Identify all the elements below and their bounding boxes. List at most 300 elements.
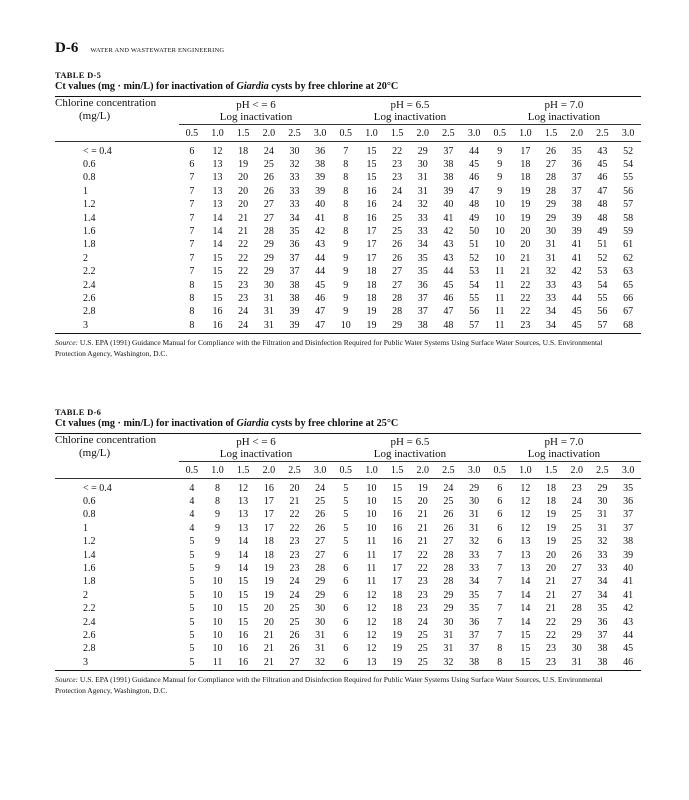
ct-value-cell: 6 xyxy=(343,616,349,628)
ct-value-cell: 38 xyxy=(410,319,436,334)
ct-value-cell: 21 xyxy=(417,536,428,548)
ct-value-cell: 25 xyxy=(392,225,403,237)
log-level-header: 3.0 xyxy=(615,461,641,478)
ct-value-cell: 10 xyxy=(212,616,223,628)
table-row xyxy=(55,642,641,655)
page-number: D-6 xyxy=(55,40,79,56)
ct-value-cell: 14 xyxy=(520,603,531,615)
ct-value-cell: 27 xyxy=(392,279,403,291)
ct-value-cell: 28 xyxy=(443,549,454,561)
ct-value-cell: 61 xyxy=(623,239,634,251)
ct-value-cell: 44 xyxy=(571,292,582,304)
ct-value-cell: 22 xyxy=(417,562,428,574)
ct-value-cell: 67 xyxy=(623,306,634,318)
ct-value-cell: 7 xyxy=(189,185,195,197)
ct-value-cell: 41 xyxy=(571,239,582,251)
ct-value-cell: 4 xyxy=(189,522,195,534)
ct-value-cell: 33 xyxy=(546,292,557,304)
ct-value-cell: 6 xyxy=(189,158,195,170)
ct-value-cell: 34 xyxy=(289,212,300,224)
ct-value-cell: 57 xyxy=(461,319,487,334)
ct-value-cell: 19 xyxy=(238,158,249,170)
ct-value-cell: 21 xyxy=(263,629,274,641)
ct-value-cell: 19 xyxy=(263,589,274,601)
ct-value-cell: 25 xyxy=(417,643,428,655)
ct-value-cell: 23 xyxy=(417,589,428,601)
ct-value-cell: 18 xyxy=(263,536,274,548)
ct-value-cell: 23 xyxy=(417,603,428,615)
ct-value-cell: 8 xyxy=(497,643,503,655)
table-row xyxy=(55,535,641,548)
ct-value-cell: 20 xyxy=(263,603,274,615)
ct-value-cell: 19 xyxy=(384,656,410,671)
table-row xyxy=(55,279,641,292)
log-level-header: 3.0 xyxy=(615,124,641,141)
log-level-header: 2.0 xyxy=(564,461,590,478)
ct-value-cell: 10 xyxy=(212,589,223,601)
ct-value-cell: 31 xyxy=(597,522,608,534)
ct-value-cell: 7 xyxy=(497,629,503,641)
ct-value-cell: 9 xyxy=(215,562,221,574)
ct-value-cell: 7 xyxy=(497,576,503,588)
ct-value-cell: 19 xyxy=(417,482,428,494)
table-d6-section xyxy=(55,407,641,696)
ct-value-cell: 27 xyxy=(571,562,582,574)
log-inactivation-header: Log inactivation xyxy=(487,448,641,461)
ct-value-cell: 18 xyxy=(366,279,377,291)
ct-value-cell: 8 xyxy=(215,495,221,507)
ct-value-cell: 16 xyxy=(392,536,403,548)
ct-value-cell: 33 xyxy=(469,549,480,561)
log-level-header: 2.5 xyxy=(590,461,616,478)
ct-value-cell: 25 xyxy=(263,158,274,170)
ct-value-cell: 43 xyxy=(571,279,582,291)
ct-value-cell: 25 xyxy=(289,616,300,628)
table-label: TABLE D-5 xyxy=(55,70,102,80)
ct-value-cell: 15 xyxy=(513,656,539,671)
ct-value-cell: 31 xyxy=(546,239,557,251)
ct-value-cell: 22 xyxy=(546,629,557,641)
ct-value-cell: 14 xyxy=(212,239,223,251)
ph-group-header: pH < = 6 xyxy=(236,436,276,449)
ct-value-cell: 15 xyxy=(212,266,223,278)
ct-value-cell: 23 xyxy=(417,576,428,588)
ph-group-header: pH = 6.5 xyxy=(390,436,430,449)
ct-value-cell: 29 xyxy=(571,616,582,628)
ct-value-cell: 19 xyxy=(392,629,403,641)
ct-value-cell: 37 xyxy=(289,266,300,278)
table-row xyxy=(55,508,641,521)
concentration-cell: < = 0.4 xyxy=(83,145,112,157)
ct-value-cell: 9 xyxy=(343,266,349,278)
ct-value-cell: 4 xyxy=(189,482,195,494)
ct-value-cell: 31 xyxy=(443,629,454,641)
log-level-header: 1.5 xyxy=(538,461,564,478)
title-text: Ct values (mg · min/L) for inactivation of xyxy=(55,81,237,92)
ct-value-cell: 27 xyxy=(571,576,582,588)
ct-value-cell: 8 xyxy=(343,225,349,237)
ct-value-cell: 6 xyxy=(497,495,503,507)
ct-value-cell: 20 xyxy=(238,185,249,197)
ct-value-cell: 29 xyxy=(384,319,410,334)
ct-value-cell: 44 xyxy=(443,266,454,278)
ct-value-cell: 66 xyxy=(623,292,634,304)
ct-value-cell: 15 xyxy=(366,145,377,157)
ct-value-cell: 8 xyxy=(343,185,349,197)
ct-value-cell: 5 xyxy=(343,495,349,507)
log-level-header: 2.5 xyxy=(282,461,308,478)
source-label: Source: xyxy=(55,675,79,685)
ct-value-cell: 48 xyxy=(436,319,462,334)
ct-value-cell: 34 xyxy=(546,306,557,318)
ct-value-cell: 45 xyxy=(564,319,590,334)
ct-value-cell: 43 xyxy=(315,239,326,251)
ct-value-cell: 33 xyxy=(417,225,428,237)
ct-value-cell: 44 xyxy=(315,266,326,278)
ct-value-cell: 27 xyxy=(282,656,308,671)
ct-value-cell: 28 xyxy=(571,603,582,615)
ct-value-cell: 38 xyxy=(623,536,634,548)
log-level-header: 0.5 xyxy=(333,461,359,478)
ct-value-cell: 23 xyxy=(392,158,403,170)
ct-value-cell: 12 xyxy=(366,643,377,655)
ct-value-cell: 21 xyxy=(520,266,531,278)
ct-value-cell: 58 xyxy=(623,212,634,224)
ct-value-cell: 28 xyxy=(546,185,557,197)
page-header xyxy=(55,40,224,57)
ct-value-cell: 6 xyxy=(343,589,349,601)
concentration-cell: 0.8 xyxy=(83,172,96,184)
log-level-header: 2.0 xyxy=(256,461,282,478)
ct-value-cell: 26 xyxy=(443,509,454,521)
ph-group-header: pH = 7.0 xyxy=(544,99,584,112)
log-level-header: 2.0 xyxy=(564,124,590,141)
ct-value-cell: 13 xyxy=(238,522,249,534)
concentration-cell: 2 xyxy=(83,252,88,264)
concentration-cell: 1.2 xyxy=(83,536,96,548)
ct-value-cell: 45 xyxy=(623,643,634,655)
ct-value-cell: 34 xyxy=(597,576,608,588)
title-organism: Giardia xyxy=(236,418,269,429)
ct-value-cell: 63 xyxy=(623,266,634,278)
ct-value-cell: 10 xyxy=(212,603,223,615)
log-level-header: 0.5 xyxy=(487,461,513,478)
ct-value-cell: 17 xyxy=(392,576,403,588)
ct-value-cell: 48 xyxy=(597,199,608,211)
concentration-cell: 1 xyxy=(83,185,88,197)
ct-value-cell: 55 xyxy=(469,292,480,304)
ct-value-cell: 12 xyxy=(238,482,249,494)
table-row xyxy=(55,265,641,278)
ct-value-cell: 8 xyxy=(343,158,349,170)
ct-value-cell: 24 xyxy=(289,589,300,601)
title-text: Ct values (mg · min/L) for inactivation of xyxy=(55,418,237,429)
ct-value-cell: 10 xyxy=(366,522,377,534)
ct-value-cell: 28 xyxy=(443,562,454,574)
ct-value-cell: 9 xyxy=(497,185,503,197)
ct-value-cell: 11 xyxy=(366,536,377,548)
concentration-cell: 1 xyxy=(83,522,88,534)
ct-value-cell: 9 xyxy=(215,536,221,548)
ct-value-cell: 10 xyxy=(212,576,223,588)
ct-value-cell: 9 xyxy=(215,549,221,561)
ct-value-cell: 46 xyxy=(469,172,480,184)
ct-value-cell: 12 xyxy=(520,482,531,494)
ct-value-cell: 16 xyxy=(366,185,377,197)
ct-value-cell: 45 xyxy=(571,306,582,318)
ct-value-cell: 22 xyxy=(289,509,300,521)
ct-value-cell: 37 xyxy=(469,643,480,655)
ct-value-cell: 34 xyxy=(417,239,428,251)
ct-value-cell: 19 xyxy=(263,576,274,588)
ct-value-cell: 24 xyxy=(392,199,403,211)
concentration-cell: 0.6 xyxy=(83,158,96,170)
log-inactivation-header: Log inactivation xyxy=(333,111,487,124)
ct-value-cell: 29 xyxy=(443,603,454,615)
ct-value-cell: 30 xyxy=(315,603,326,615)
ct-value-cell: 14 xyxy=(520,576,531,588)
ct-value-cell: 9 xyxy=(497,172,503,184)
ct-value-cell: 52 xyxy=(623,145,634,157)
ct-value-cell: 38 xyxy=(590,656,616,671)
log-level-header: 1.5 xyxy=(230,124,256,141)
ct-value-cell: 47 xyxy=(315,306,326,318)
ct-value-cell: 32 xyxy=(469,536,480,548)
ct-value-cell: 44 xyxy=(315,252,326,264)
ct-value-cell: 37 xyxy=(623,522,634,534)
log-level-header: 0.5 xyxy=(179,461,205,478)
ct-value-cell: 24 xyxy=(571,495,582,507)
ct-value-cell: 26 xyxy=(263,172,274,184)
ct-value-cell: 32 xyxy=(307,656,333,671)
table-row xyxy=(55,589,641,602)
log-inactivation-header: Log inactivation xyxy=(179,111,333,124)
level-header-spacer xyxy=(55,124,179,141)
ct-value-cell: 28 xyxy=(315,562,326,574)
title-text-end: cysts by free chlorine at 20°C xyxy=(268,81,399,92)
ct-value-cell: 16 xyxy=(366,212,377,224)
ct-value-cell: 11 xyxy=(487,319,513,334)
ct-value-cell: 33 xyxy=(289,199,300,211)
concentration-cell: 2.4 xyxy=(83,616,96,628)
ct-value-cell: 27 xyxy=(392,266,403,278)
ct-value-cell: 55 xyxy=(623,172,634,184)
ct-value-cell: 22 xyxy=(238,239,249,251)
ct-value-cell: 11 xyxy=(366,576,377,588)
ph-group-header: pH = 7.0 xyxy=(544,436,584,449)
log-level-header: 2.0 xyxy=(256,124,282,141)
ct-value-cell: 18 xyxy=(392,616,403,628)
ct-value-cell: 49 xyxy=(469,212,480,224)
ct-value-cell: 31 xyxy=(443,643,454,655)
ct-value-cell: 31 xyxy=(546,252,557,264)
ct-value-cell: 10 xyxy=(366,495,377,507)
ct-value-cell: 44 xyxy=(469,145,480,157)
ct-value-cell: 15 xyxy=(238,616,249,628)
ct-value-cell: 21 xyxy=(520,252,531,264)
ct-value-cell: 21 xyxy=(238,212,249,224)
ct-value-cell: 14 xyxy=(520,589,531,601)
ct-value-cell: 4 xyxy=(189,495,195,507)
table-row xyxy=(55,158,641,171)
ct-value-cell: 37 xyxy=(571,185,582,197)
ct-value-cell: 38 xyxy=(443,158,454,170)
table-row xyxy=(55,478,641,495)
ct-value-cell: 8 xyxy=(487,656,513,671)
ct-value-cell: 45 xyxy=(315,279,326,291)
ct-value-cell: 31 xyxy=(417,185,428,197)
ct-value-cell: 15 xyxy=(366,158,377,170)
ct-value-cell: 29 xyxy=(263,266,274,278)
ct-value-cell: 19 xyxy=(546,509,557,521)
ct-value-cell: 5 xyxy=(343,536,349,548)
ct-value-cell: 21 xyxy=(256,656,282,671)
log-level-header: 3.0 xyxy=(307,461,333,478)
ct-value-cell: 40 xyxy=(623,562,634,574)
ct-value-cell: 7 xyxy=(189,252,195,264)
ct-value-cell: 46 xyxy=(443,292,454,304)
ct-value-cell: 39 xyxy=(623,549,634,561)
log-level-header: 2.0 xyxy=(410,461,436,478)
ct-value-cell: 9 xyxy=(497,145,503,157)
ct-value-cell: 25 xyxy=(392,212,403,224)
log-level-header: 1.0 xyxy=(205,124,231,141)
ct-value-cell: 18 xyxy=(263,549,274,561)
log-level-header: 1.0 xyxy=(359,124,385,141)
ct-value-cell: 16 xyxy=(205,319,231,334)
ct-value-cell: 23 xyxy=(238,279,249,291)
concentration-cell: 3 xyxy=(55,319,179,334)
ct-value-cell: 41 xyxy=(623,576,634,588)
ct-value-cell: 20 xyxy=(263,616,274,628)
ct-value-cell: 40 xyxy=(315,199,326,211)
ct-value-cell: 16 xyxy=(238,643,249,655)
ct-value-cell: 39 xyxy=(315,172,326,184)
ct-value-cell: 42 xyxy=(315,225,326,237)
ct-value-cell: 6 xyxy=(343,549,349,561)
ct-value-cell: 9 xyxy=(343,279,349,291)
ct-value-cell: 14 xyxy=(238,536,249,548)
ct-value-cell: 47 xyxy=(307,319,333,334)
ct-value-cell: 35 xyxy=(417,252,428,264)
ct-value-cell: 31 xyxy=(597,509,608,521)
ct-value-cell: 12 xyxy=(366,629,377,641)
concentration-cell: 2.6 xyxy=(83,292,96,304)
ct-value-cell: 19 xyxy=(520,185,531,197)
ct-value-cell: 31 xyxy=(564,656,590,671)
ct-value-cell: 15 xyxy=(212,252,223,264)
stub-header xyxy=(55,97,179,124)
ct-value-cell: 20 xyxy=(546,562,557,574)
ct-value-cell: 7 xyxy=(497,562,503,574)
ct-value-cell: 8 xyxy=(343,212,349,224)
ct-value-cell: 24 xyxy=(443,482,454,494)
ct-value-cell: 6 xyxy=(343,643,349,655)
ct-value-cell: 11 xyxy=(366,549,377,561)
ct-value-cell: 23 xyxy=(289,562,300,574)
ct-value-cell: 5 xyxy=(189,562,195,574)
ct-value-cell: 10 xyxy=(494,252,505,264)
ct-value-cell: 33 xyxy=(289,185,300,197)
ct-value-cell: 47 xyxy=(597,185,608,197)
ct-value-cell: 32 xyxy=(417,199,428,211)
ct-value-cell: 5 xyxy=(189,603,195,615)
concentration-cell: 2.8 xyxy=(83,643,96,655)
ct-value-cell: 7 xyxy=(497,616,503,628)
ct-value-cell: 30 xyxy=(597,495,608,507)
log-level-header: 1.0 xyxy=(359,461,385,478)
ct-value-cell: 29 xyxy=(469,482,480,494)
ct-value-cell: 7 xyxy=(497,589,503,601)
ct-value-cell: 14 xyxy=(238,549,249,561)
ct-value-cell: 10 xyxy=(494,225,505,237)
ct-value-cell: 6 xyxy=(497,482,503,494)
concentration-cell: 1.2 xyxy=(83,199,96,211)
ct-value-cell: 25 xyxy=(571,536,582,548)
ct-value-cell: 41 xyxy=(443,212,454,224)
concentration-cell: 0.6 xyxy=(83,495,96,507)
log-level-header: 3.0 xyxy=(307,124,333,141)
ct-value-cell: 41 xyxy=(623,589,634,601)
ct-value-cell: 43 xyxy=(597,145,608,157)
concentration-cell: 1.8 xyxy=(83,239,96,251)
table-row xyxy=(55,198,641,211)
ct-value-cell: 23 xyxy=(289,536,300,548)
ct-value-cell: 26 xyxy=(392,252,403,264)
table-row xyxy=(55,495,641,508)
table-row xyxy=(55,616,641,629)
ct-value-cell: 42 xyxy=(571,266,582,278)
ct-value-cell: 30 xyxy=(443,616,454,628)
log-level-header: 1.5 xyxy=(230,461,256,478)
ct-value-cell: 26 xyxy=(315,509,326,521)
ct-value-cell: 18 xyxy=(520,172,531,184)
ct-value-cell: 39 xyxy=(289,306,300,318)
ct-value-cell: 32 xyxy=(436,656,462,671)
log-level-header: 3.0 xyxy=(461,124,487,141)
ct-value-cell: 56 xyxy=(623,185,634,197)
table-row xyxy=(55,238,641,251)
ct-value-cell: 29 xyxy=(597,482,608,494)
ct-value-cell: 37 xyxy=(417,306,428,318)
ct-value-cell: 23 xyxy=(392,172,403,184)
stub-header-units: (mg/L) xyxy=(79,110,111,122)
ct-value-cell: 43 xyxy=(443,252,454,264)
ct-value-cell: 28 xyxy=(546,172,557,184)
ct-value-cell: 31 xyxy=(315,643,326,655)
ct-value-cell: 10 xyxy=(333,319,359,334)
ct-value-cell: 39 xyxy=(282,319,308,334)
ct-value-cell: 23 xyxy=(289,549,300,561)
ct-value-cell: 25 xyxy=(315,495,326,507)
ct-value-cell: 15 xyxy=(520,643,531,655)
source-text: U.S. EPA (1991) Guidance Manual for Compliance with the Filtration and Disinfection Required for Public Water Systems Using Surface Water Sources, U.S. Environmental Protection Agency, Washington, D.C. xyxy=(55,338,603,359)
ct-value-cell: 22 xyxy=(546,616,557,628)
source-text: U.S. EPA (1991) Guidance Manual for Compliance with the Filtration and Disinfection Required for Public Water Systems Using Surface Water Sources, U.S. Environmental Protection Agency, Washington, D.C. xyxy=(55,675,603,696)
ct-value-cell: 24 xyxy=(230,319,256,334)
ct-value-cell: 38 xyxy=(461,656,487,671)
table-title xyxy=(55,81,641,92)
ct-value-cell: 65 xyxy=(623,279,634,291)
ct-value-cell: 15 xyxy=(366,172,377,184)
ct-value-cell: 32 xyxy=(597,536,608,548)
ct-value-cell: 48 xyxy=(597,212,608,224)
ct-value-cell: 18 xyxy=(366,266,377,278)
ct-value-cell: 51 xyxy=(469,239,480,251)
ct-value-cell: 21 xyxy=(263,643,274,655)
ct-value-cell: 8 xyxy=(189,306,195,318)
ct-value-cell: 15 xyxy=(392,482,403,494)
